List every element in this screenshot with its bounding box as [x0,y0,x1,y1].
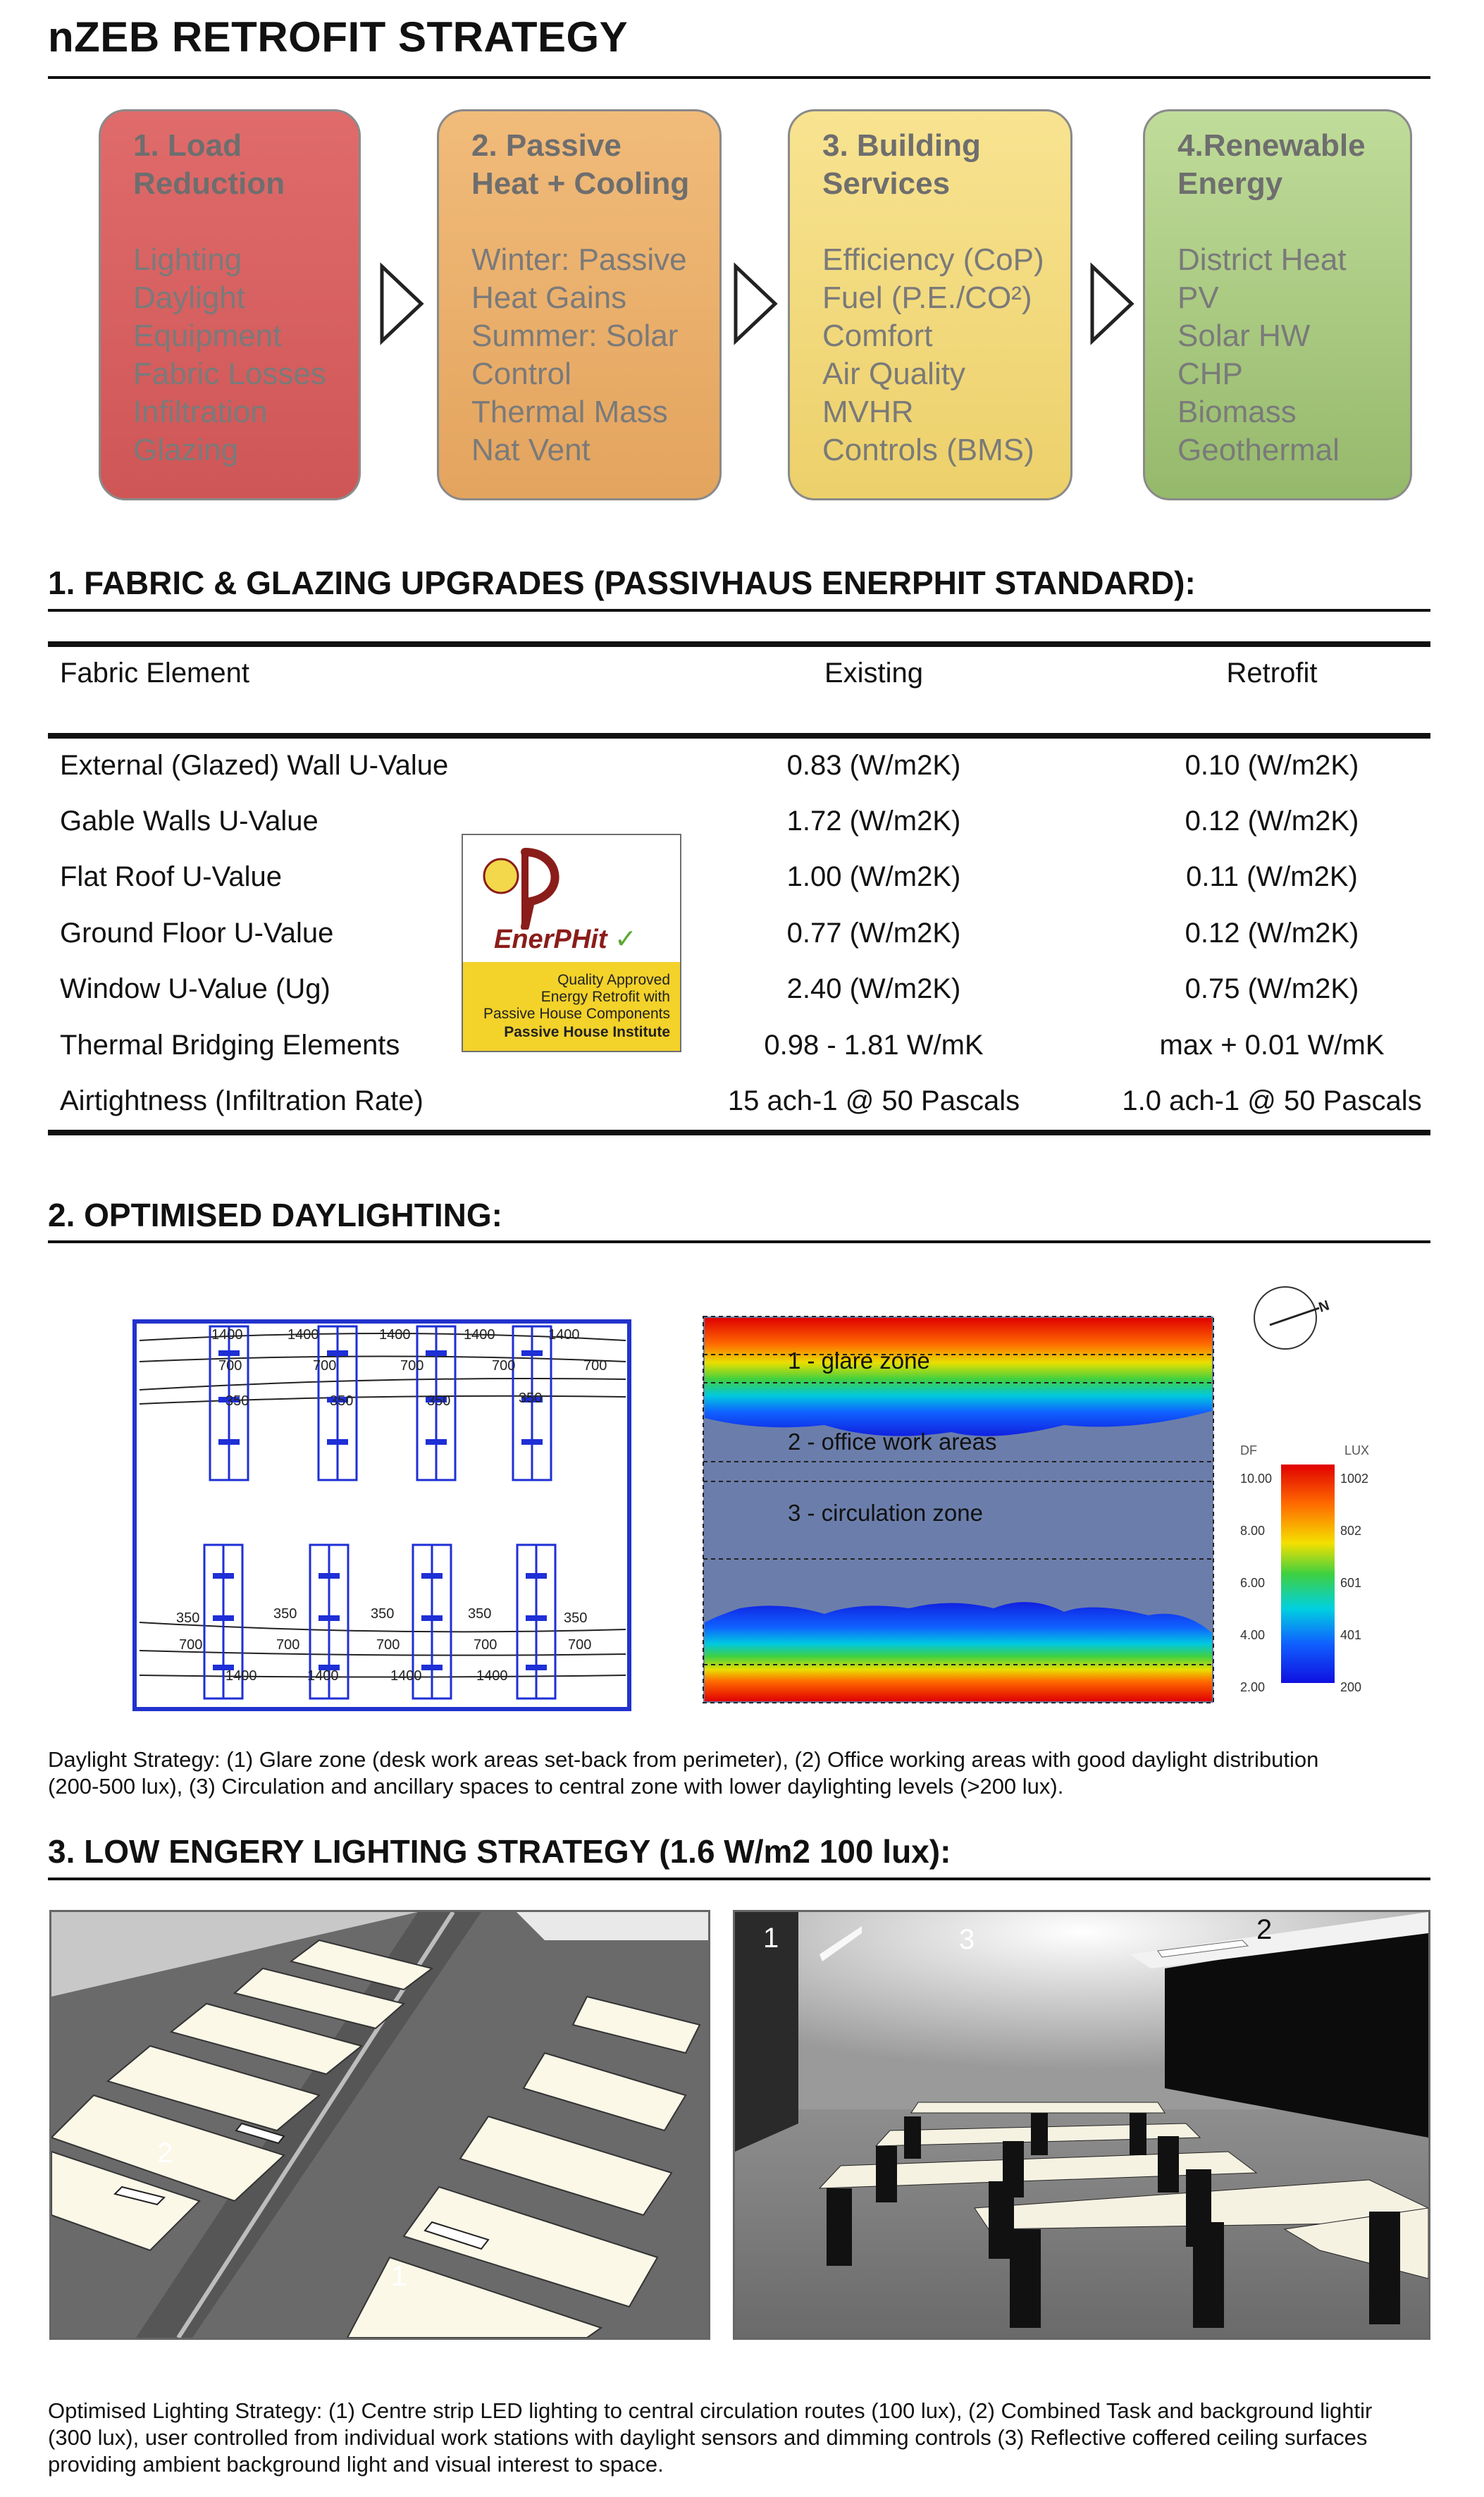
legend-df-tick: 6.00 [1240,1576,1266,1590]
daylight-falsecolour-plan [698,1312,1219,1708]
strategy-item: CHP [1177,357,1243,391]
render-label: 3 [959,1924,975,1955]
legend-df-tick: 8.00 [1240,1524,1266,1538]
contour-label: 700 [583,1358,607,1374]
contour-label: 700 [179,1637,203,1653]
section-rule [48,1240,1430,1243]
section-heading-lighting: 3. LOW ENGERY LIGHTING STRATEGY (1.6 W/m2 100 lux): [48,1833,951,1870]
strategy-item: Air Quality [822,357,965,391]
zone-label-office: 2 - office work areas [788,1429,997,1455]
contour-label: 1400 [211,1327,243,1343]
enerphit-logo [462,834,681,1052]
daylight-caption-line: Daylight Strategy: (1) Glare zone (desk work areas set-back from perimeter), (2) Office working areas with good daylight distribution [48,1747,1319,1772]
daylight-caption-line: (200-500 lux), (3) Circulation and ancillary spaces to central zone with lower daylighting levels (>200 lux). [48,1774,1064,1799]
contour-label: 350 [468,1606,492,1622]
strategy-item: Thermal Mass [471,395,668,429]
render-image [51,1912,708,2338]
strategy-item: Efficiency (CoP) [822,242,1044,277]
enerphit-brand: EnerPHit ✓ [494,925,637,954]
contour-label: 700 [492,1358,516,1374]
strategy-item: District Heat [1177,242,1347,277]
enerphit-line: Passive House Institute [504,1024,670,1040]
lighting-render-perspective [733,1910,1430,2340]
table-header-rule [48,733,1430,739]
north-compass-icon [1251,1281,1336,1352]
strategy-item: Controls (BMS) [822,433,1034,467]
strategy-item: PV [1177,280,1219,315]
table-cell: Flat Roof U-Value [60,861,282,892]
contour-label: 700 [376,1637,400,1653]
render-label: 1 [391,2261,407,2292]
strategy-item: Comfort [822,319,933,353]
contour-label: 350 [519,1391,543,1406]
strategy-item: Daylight [133,280,245,315]
lighting-caption-line: providing ambient background light and visual interest to space. [48,2452,664,2477]
legend-lux-tick: 1002 [1340,1472,1369,1486]
contour-label: 350 [273,1606,297,1622]
section-rule [48,609,1430,612]
strategy-heading: 4.Renewable Energy [1177,128,1366,201]
legend-lux-tick: 200 [1340,1680,1362,1694]
contour-label: 1400 [379,1327,411,1343]
contour-label: 700 [313,1358,337,1374]
contour-label: 1400 [287,1327,319,1343]
strategy-item: Equipment [133,319,282,353]
lighting-render-plan-view [49,1910,710,2340]
contour-label: 1400 [390,1668,422,1684]
zone-label-circulation: 3 - circulation zone [788,1500,983,1526]
zone-label-glare: 1 - glare zone [788,1348,930,1374]
contour-label: 1400 [548,1327,580,1343]
contour-label: 350 [176,1610,200,1626]
strategy-item: Winter: Passive [471,242,687,277]
contour-label: 1400 [476,1668,508,1684]
contour-label: 700 [568,1637,592,1653]
contour-label: 350 [371,1606,395,1622]
table-cell: Window U-Value (Ug) [60,973,330,1004]
table-cell: Ground Floor U-Value [60,918,334,949]
enerphit-label-panel [463,962,680,1051]
strategy-item: Lighting [133,242,242,277]
strategy-item: MVHR [822,395,914,429]
section-heading-fabric: 1. FABRIC & GLAZING UPGRADES (PASSIVHAUS ENERPHIT STANDARD): [48,565,1196,601]
strategy-heading: 2. Passive Heat + Cooling [471,128,690,201]
enerphit-line: Passive House Components [483,1006,670,1022]
table-bottom-rule [48,1130,1430,1135]
lighting-caption-line: (300 lux), user controlled from individual work stations with daylight sensors and dimming controls (3) Reflective coffered ceiling surfaces [48,2425,1368,2450]
legend-df-tick: 2.00 [1240,1680,1266,1694]
strategy-box-services [788,109,1072,500]
contour-label: 1400 [225,1668,257,1684]
strategy-box-load-reduction [99,109,361,500]
contour-label: 1400 [464,1327,495,1343]
strategy-box-passive [437,109,722,500]
compass-letter: N [1316,1297,1332,1316]
legend-lux-title: LUX [1344,1443,1370,1457]
legend-df-tick: 10.00 [1240,1472,1273,1486]
table-cell: External (Glazed) Wall U-Value [60,750,449,781]
page-title: nZEB RETROFIT STRATEGY [48,13,629,61]
daylight-contour-plan [132,1319,631,1711]
legend-lux-tick: 601 [1340,1576,1362,1590]
enerphit-symbol-icon [476,845,581,930]
strategy-item: Summer: Solar [471,319,679,353]
table-cell: Thermal Bridging Elements [60,1030,400,1061]
strategy-box-renewable [1143,109,1412,500]
legend-df-title: DF [1240,1443,1257,1457]
render-image [735,1912,1428,2338]
contour-label: 350 [427,1393,451,1409]
daylight-legend [1240,1443,1370,1711]
render-label: 2 [157,2138,173,2169]
strategy-item: Glazing [133,433,239,467]
legend-df-tick: 4.00 [1240,1628,1266,1642]
legend-colour-bar [1281,1465,1335,1683]
title-rule [48,76,1430,79]
falsecolour-image [698,1312,1219,1708]
render-label: 2 [1256,1914,1273,1945]
contour-label: 350 [330,1393,354,1409]
table-cell: Gable Walls U-Value [60,806,319,837]
strategy-item: Solar HW [1177,319,1311,353]
strategy-item: Control [471,357,571,391]
table-header-element: Fabric Element [60,658,249,689]
enerphit-line: Energy Retrofit with [540,989,670,1005]
arrow-right-icon [731,262,781,345]
table-cell: Airtightness (Infiltration Rate) [60,1085,423,1116]
contour-label: 700 [276,1637,300,1653]
arrow-right-icon [1088,262,1137,345]
contour-label: 350 [225,1393,249,1409]
section-rule [48,1878,1430,1880]
contour-label: 700 [218,1358,242,1374]
contour-label: 700 [474,1637,497,1653]
strategy-item: Biomass [1177,395,1297,429]
table-top-rule [48,641,1430,647]
contour-label: 350 [564,1610,588,1626]
render-label: 1 [763,1923,779,1954]
section-heading-daylighting: 2. OPTIMISED DAYLIGHTING: [48,1197,502,1233]
strategy-heading: 3. Building Services [822,128,981,201]
strategy-item: Fabric Losses [133,357,326,391]
strategy-item: Nat Vent [471,433,590,467]
strategy-item: Fuel (P.E./CO²) [822,280,1032,315]
lighting-caption-line: Optimised Lighting Strategy: (1) Centre strip LED lighting to central circulation routes (100 lux), (2) Combined Task and background lightir [48,2398,1373,2423]
contour-label: 700 [400,1358,424,1374]
strategy-item: Heat Gains [471,280,627,315]
strategy-item: Geothermal [1177,433,1340,467]
enerphit-line: Quality Approved [557,972,670,988]
legend-lux-tick: 401 [1340,1628,1362,1642]
contour-label: 1400 [307,1668,339,1684]
arrow-right-icon [378,262,427,345]
legend-lux-tick: 802 [1340,1524,1362,1538]
strategy-heading: 1. Load Reduction [133,128,285,201]
strategy-item: Infiltration [133,395,268,429]
